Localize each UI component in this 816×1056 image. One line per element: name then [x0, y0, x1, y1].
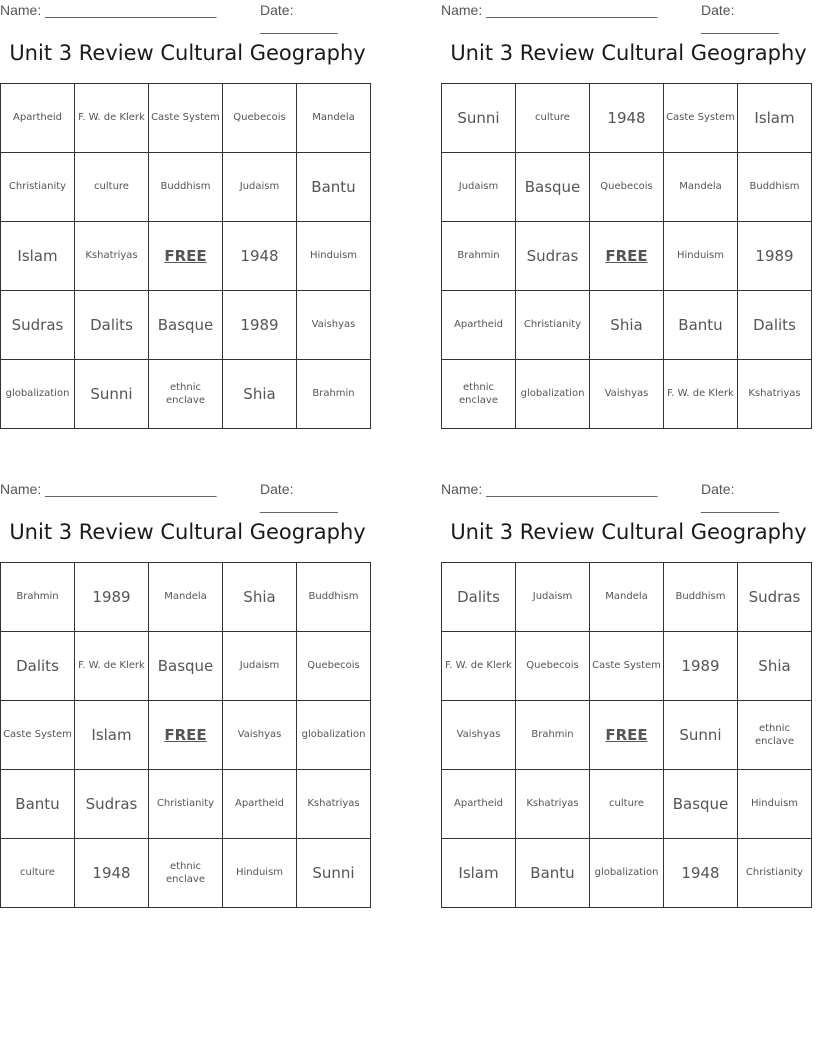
grid-cell: Islam — [738, 84, 812, 153]
grid-row — [442, 839, 812, 908]
grid-cell: Islam — [75, 701, 149, 770]
grid-cell: Quebecois — [297, 632, 371, 701]
grid-cell: Mandela — [297, 84, 371, 153]
grid-row — [1, 839, 371, 908]
grid-cell: Basque — [664, 770, 738, 839]
grid-cell: Bantu — [664, 291, 738, 360]
grid-row — [1, 701, 371, 770]
grid-cell: 1989 — [664, 632, 738, 701]
grid-cell: Dalits — [1, 632, 75, 701]
grid-row — [442, 632, 812, 701]
grid-row — [442, 770, 812, 839]
grid-cell: culture — [1, 839, 75, 908]
grid-row — [1, 291, 371, 360]
bingo-grid — [441, 83, 812, 429]
grid-cell: Caste System — [149, 84, 223, 153]
grid-cell: Christianity — [149, 770, 223, 839]
date-label: Date: __________ — [701, 2, 779, 34]
grid-cell: globalization — [516, 360, 590, 429]
grid-row — [1, 563, 371, 632]
grid-cell: Sudras — [75, 770, 149, 839]
grid-cell: Shia — [738, 632, 812, 701]
bingo-card — [0, 0, 375, 406]
grid-cell: culture — [75, 153, 149, 222]
grid-row — [1, 632, 371, 701]
grid-row — [442, 84, 812, 153]
grid-cell: Buddhism — [664, 563, 738, 632]
grid-cell: Hinduism — [664, 222, 738, 291]
grid-cell: Quebecois — [223, 84, 297, 153]
card-title: Unit 3 Review Cultural Geography — [9, 520, 366, 544]
card-title: Unit 3 Review Cultural Geography — [450, 520, 807, 544]
grid-row — [442, 360, 812, 429]
grid-row — [442, 153, 812, 222]
grid-cell: Sunni — [442, 84, 516, 153]
grid-cell: 1989 — [75, 563, 149, 632]
grid-cell: Quebecois — [516, 632, 590, 701]
grid-cell: Sunni — [75, 360, 149, 429]
grid-cell: Vaishyas — [442, 701, 516, 770]
bingo-card — [441, 0, 816, 406]
grid-cell: Apartheid — [442, 291, 516, 360]
grid-cell: Caste System — [664, 84, 738, 153]
name-label: Name: ______________________ — [0, 481, 217, 497]
grid-cell: Islam — [1, 222, 75, 291]
grid-cell: Brahmin — [1, 563, 75, 632]
grid-row — [442, 563, 812, 632]
grid-cell: Dalits — [442, 563, 516, 632]
free-space: FREE — [149, 222, 223, 291]
grid-cell: 1989 — [223, 291, 297, 360]
date-label: Date: __________ — [260, 2, 338, 34]
grid-cell: Apartheid — [223, 770, 297, 839]
grid-cell: Kshatriyas — [738, 360, 812, 429]
grid-cell: Judaism — [442, 153, 516, 222]
grid-cell: Judaism — [516, 563, 590, 632]
grid-cell: Kshatriyas — [516, 770, 590, 839]
name-date-line — [0, 0, 375, 34]
bingo-grid — [0, 83, 371, 429]
grid-cell: 1948 — [664, 839, 738, 908]
card-title: Unit 3 Review Cultural Geography — [9, 41, 366, 65]
grid-cell: Shia — [590, 291, 664, 360]
grid-cell: ethnic enclave — [149, 839, 223, 908]
grid-cell: Judaism — [223, 632, 297, 701]
grid-cell: Vaishyas — [590, 360, 664, 429]
grid-row — [442, 291, 812, 360]
grid-cell: Basque — [149, 632, 223, 701]
grid-cell: Brahmin — [442, 222, 516, 291]
bingo-grid — [441, 562, 812, 908]
grid-row — [1, 770, 371, 839]
grid-cell: 1948 — [590, 84, 664, 153]
grid-cell: Mandela — [590, 563, 664, 632]
grid-cell: Sunni — [664, 701, 738, 770]
grid-cell: Vaishyas — [297, 291, 371, 360]
grid-row — [1, 222, 371, 291]
grid-cell: Caste System — [1, 701, 75, 770]
date-label: Date: __________ — [701, 481, 779, 513]
grid-cell: Mandela — [664, 153, 738, 222]
grid-cell: Sunni — [297, 839, 371, 908]
grid-cell: culture — [590, 770, 664, 839]
grid-cell: F. W. de Klerk — [75, 632, 149, 701]
bingo-grid — [0, 562, 371, 908]
grid-cell: Buddhism — [149, 153, 223, 222]
grid-row — [442, 222, 812, 291]
grid-cell: F. W. de Klerk — [442, 632, 516, 701]
bingo-card — [0, 479, 375, 885]
grid-cell: globalization — [1, 360, 75, 429]
free-space: FREE — [149, 701, 223, 770]
grid-cell: Apartheid — [1, 84, 75, 153]
grid-cell: Basque — [149, 291, 223, 360]
name-label: Name: ______________________ — [441, 481, 658, 497]
grid-cell: Christianity — [516, 291, 590, 360]
grid-cell: Christianity — [738, 839, 812, 908]
grid-cell: Sudras — [1, 291, 75, 360]
grid-cell: Hinduism — [297, 222, 371, 291]
grid-cell: Christianity — [1, 153, 75, 222]
grid-cell: Bantu — [297, 153, 371, 222]
grid-cell: 1948 — [223, 222, 297, 291]
date-label: Date: __________ — [260, 481, 338, 513]
free-space: FREE — [590, 701, 664, 770]
grid-cell: 1948 — [75, 839, 149, 908]
grid-row — [442, 701, 812, 770]
name-date-line — [441, 0, 816, 34]
grid-cell: ethnic enclave — [149, 360, 223, 429]
grid-cell: Dalits — [75, 291, 149, 360]
grid-row — [1, 153, 371, 222]
grid-cell: Brahmin — [516, 701, 590, 770]
grid-cell: globalization — [297, 701, 371, 770]
grid-cell: Judaism — [223, 153, 297, 222]
grid-cell: Sudras — [738, 563, 812, 632]
grid-cell: Sudras — [516, 222, 590, 291]
grid-cell: Brahmin — [297, 360, 371, 429]
grid-cell: Hinduism — [223, 839, 297, 908]
grid-cell: Vaishyas — [223, 701, 297, 770]
grid-row — [1, 84, 371, 153]
free-space: FREE — [590, 222, 664, 291]
name-date-line — [0, 479, 375, 513]
bingo-card — [441, 479, 816, 882]
grid-cell: culture — [516, 84, 590, 153]
grid-cell: Bantu — [516, 839, 590, 908]
grid-cell: Caste System — [590, 632, 664, 701]
grid-cell: ethnic enclave — [442, 360, 516, 429]
grid-cell: Buddhism — [738, 153, 812, 222]
grid-cell: 1989 — [738, 222, 812, 291]
grid-cell: Quebecois — [590, 153, 664, 222]
name-date-line — [441, 479, 816, 513]
grid-cell: F. W. de Klerk — [664, 360, 738, 429]
grid-cell: Dalits — [738, 291, 812, 360]
grid-cell: globalization — [590, 839, 664, 908]
grid-cell: Kshatriyas — [75, 222, 149, 291]
name-label: Name: ______________________ — [441, 2, 658, 18]
grid-cell: Mandela — [149, 563, 223, 632]
grid-cell: F. W. de Klerk — [75, 84, 149, 153]
card-title: Unit 3 Review Cultural Geography — [450, 41, 807, 65]
grid-cell: Apartheid — [442, 770, 516, 839]
grid-cell: Shia — [223, 563, 297, 632]
grid-cell: ethnic enclave — [738, 701, 812, 770]
grid-cell: Basque — [516, 153, 590, 222]
grid-cell: Bantu — [1, 770, 75, 839]
grid-cell: Hinduism — [738, 770, 812, 839]
name-label: Name: ______________________ — [0, 2, 217, 18]
grid-cell: Shia — [223, 360, 297, 429]
grid-cell: Kshatriyas — [297, 770, 371, 839]
grid-row — [1, 360, 371, 429]
grid-cell: Islam — [442, 839, 516, 908]
grid-cell: Buddhism — [297, 563, 371, 632]
